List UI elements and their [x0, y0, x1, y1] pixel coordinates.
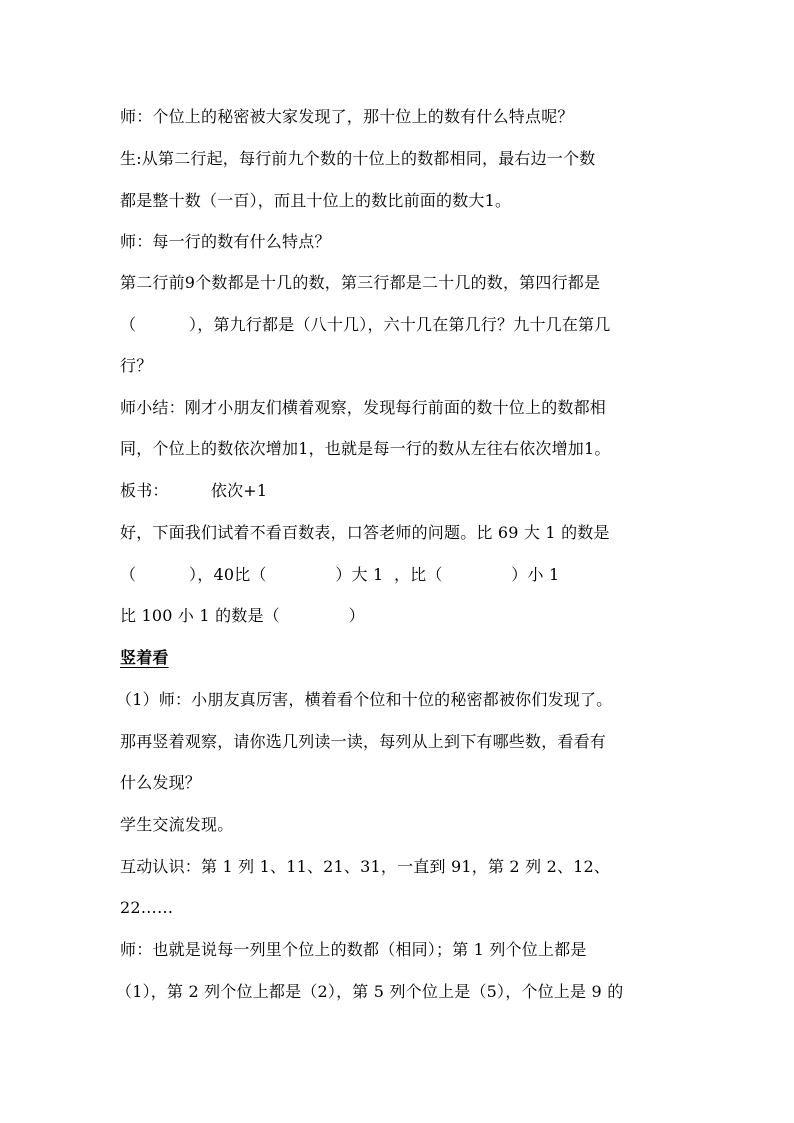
- text-line-21: 师：也就是说每一列里个位上的数都（相同）；第 1 列个位上都是: [120, 940, 587, 959]
- text-line-17: 什么发现？: [120, 773, 202, 792]
- fill-blank-line-2: 比 100 小 1 的数是（ ）: [120, 606, 365, 625]
- section-heading: 竖着看: [120, 648, 169, 667]
- text-line-18: 学生交流发现。: [120, 815, 234, 834]
- text-line-4: 师：每一行的数有什么特点？: [120, 232, 331, 251]
- text-line-16: 那再竖着观察，请你选几列读一读，每列从上到下有哪些数，看看有: [120, 732, 607, 751]
- text-line-2: 生:从第二行起，每行前九个数的十位上的数都相同，最右边一个数: [120, 149, 596, 168]
- blackboard-note: 板书： 依次+1: [120, 481, 268, 500]
- text-line-22: （1），第 2 列个位上都是（2），第 5 列个位上是（5），个位上是 9 的: [116, 982, 624, 1001]
- text-line-15: （1）师：小朋友真厉害，横着看个位和十位的秘密都被你们发现了。: [116, 690, 613, 709]
- text-line-11: 好，下面我们试着不看百数表，口答老师的问题。比 69 大 1 的数是: [120, 523, 610, 542]
- text-line-9: 同，个位上的数依次增加1，也就是每一行的数从左往右依次增加1。: [120, 439, 611, 458]
- text-line-8: 师小结：刚才小朋友们横着观察，发现每行前面的数十位上的数都相: [120, 398, 607, 417]
- text-line-19: 互动认识：第 1 列 1、11、21、31，一直到 91，第 2 列 2、12、: [120, 857, 611, 876]
- text-line-1: 师：个位上的秘密被大家发现了，那十位上的数有什么特点呢？: [120, 107, 574, 126]
- text-line-7: 行？: [120, 356, 153, 375]
- text-line-20: 22……: [120, 898, 174, 917]
- text-line-5: 第二行前9个数都是十几的数，第三行都是二十几的数，第四行都是: [120, 273, 601, 292]
- fill-blank-line: （ ），40比（ ）大 1 ，比（ ）小 1: [120, 565, 560, 584]
- text-line-6: （ ），第九行都是（八十几），六十几在第几行？九十几在第几: [120, 315, 611, 334]
- text-line-3: 都是整十数（一百），而且十位上的数比前面的数大1。: [120, 191, 512, 210]
